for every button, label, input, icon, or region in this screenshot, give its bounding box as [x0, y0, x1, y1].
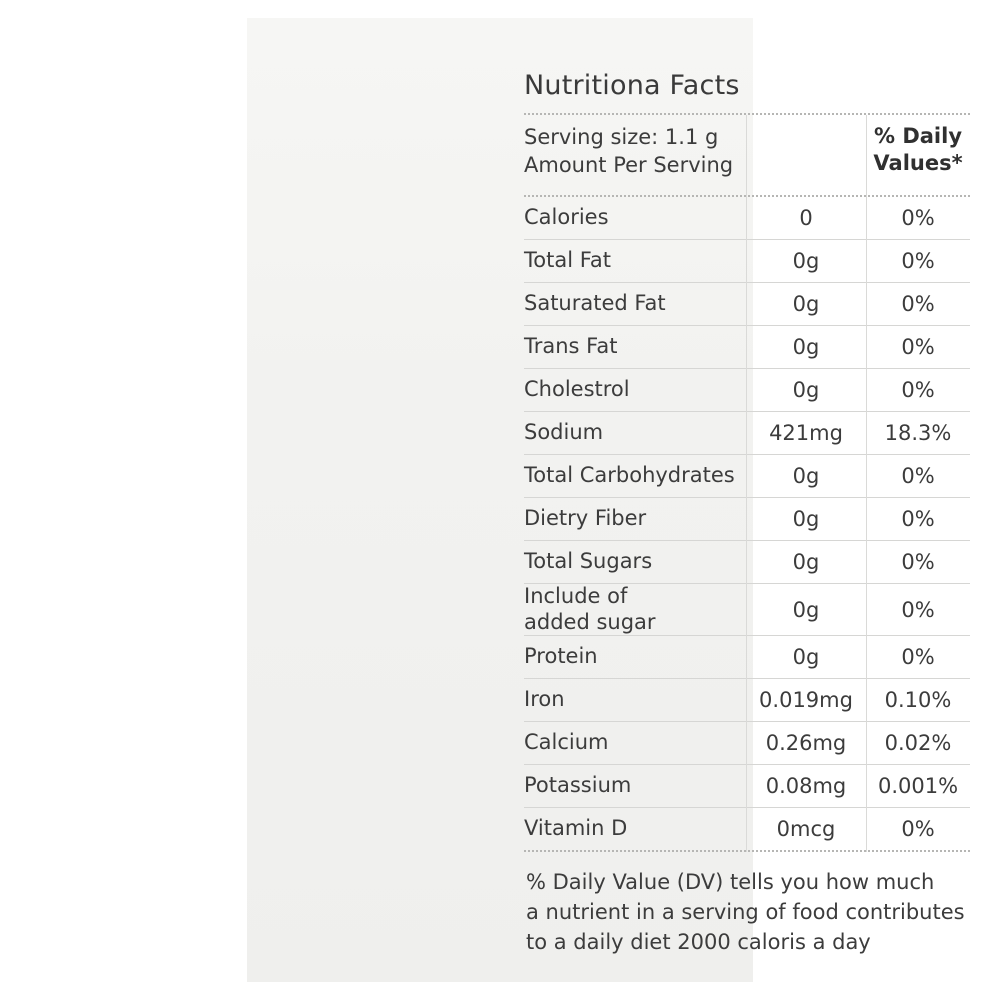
- nutrient-amount: 0g: [792, 292, 820, 316]
- table-row: [524, 679, 970, 721]
- footnote-line-2: a nutrient in a serving of food contributes: [526, 900, 965, 925]
- table-row: [524, 636, 970, 678]
- nutrition-label-content: [524, 58, 970, 978]
- nutrient-daily-value: 0%: [901, 550, 935, 574]
- nutrient-amount: 0.08mg: [765, 774, 847, 799]
- serving-info: [524, 123, 746, 180]
- nutrient-name: Trans Fat: [524, 334, 618, 359]
- table-row: [524, 412, 970, 454]
- nutrient-name: Total Sugars: [524, 549, 653, 574]
- nutrient-daily-value: 0%: [901, 464, 935, 488]
- table-row: [524, 369, 970, 411]
- nutrient-name: Total Carbohydrates: [524, 463, 735, 488]
- table-body: [524, 197, 970, 850]
- nutrient-name: Potassium: [524, 773, 632, 798]
- table-row: [524, 283, 970, 325]
- table-header-row: [524, 115, 970, 195]
- nutrient-name: Protein: [524, 644, 598, 669]
- nutrient-daily-value: 0.10%: [884, 688, 952, 713]
- daily-value-header-line1: % Daily: [873, 124, 963, 148]
- nutrient-amount: 0g: [792, 597, 820, 622]
- nutrient-amount: 0g: [792, 464, 820, 488]
- nutrient-amount: 0: [799, 206, 813, 230]
- table-row: [524, 584, 970, 635]
- nutrient-name: Sodium: [524, 420, 604, 445]
- nutrient-daily-value: 0.001%: [877, 774, 959, 799]
- table-row: [524, 722, 970, 764]
- amount-per-serving: Amount Per Serving: [524, 153, 734, 178]
- table-row: [524, 765, 970, 807]
- footnote-line-1: % Daily Value (DV) tells you how much: [526, 870, 935, 895]
- nutrient-amount: 421mg: [769, 421, 843, 445]
- table-row: [524, 240, 970, 282]
- nutrient-daily-value: 0%: [901, 645, 935, 670]
- nutrient-amount: 0g: [792, 645, 820, 670]
- daily-value-header: [866, 123, 970, 178]
- nutrient-amount: 0.019mg: [759, 688, 853, 713]
- nutrient-amount: 0g: [792, 550, 820, 574]
- nutrient-amount: 0mcg: [776, 817, 836, 842]
- nutrient-daily-value: 0%: [901, 507, 935, 531]
- divider-bottom: [524, 850, 970, 852]
- table-row: [524, 498, 970, 540]
- nutrient-name-line: added sugar: [524, 609, 656, 634]
- nutrient-name: Calories: [524, 205, 609, 230]
- footnote: [524, 852, 970, 957]
- nutrient-name: Total Fat: [524, 248, 611, 273]
- nutrient-daily-value: 0%: [901, 206, 935, 230]
- nutrient-name: Saturated Fat: [524, 291, 666, 316]
- nutrient-name: Vitamin D: [524, 816, 628, 841]
- footnote-line-3: to a daily diet 2000 caloris a day: [526, 929, 871, 954]
- nutrient-name: Iron: [524, 687, 565, 712]
- nutrient-daily-value: 0.02%: [884, 731, 952, 756]
- nutrient-amount: 0.26mg: [765, 731, 847, 756]
- nutrient-name: Cholestrol: [524, 377, 630, 402]
- daily-value-header-line2: Values*: [873, 151, 963, 176]
- table-row: [524, 326, 970, 368]
- table-row: [524, 197, 970, 239]
- nutrient-name: Calcium: [524, 730, 609, 755]
- table-row: [524, 455, 970, 497]
- table-row: [524, 808, 970, 850]
- nutrient-daily-value: 18.3%: [884, 421, 952, 445]
- nutrient-name-line: Include of: [524, 584, 628, 608]
- page-title: Nutritiona Facts: [524, 70, 740, 101]
- nutrient-daily-value: 0%: [901, 249, 935, 273]
- nutrient-daily-value: 0%: [901, 817, 935, 842]
- nutrient-daily-value: 0%: [901, 597, 935, 622]
- nutrient-amount: 0g: [792, 378, 820, 402]
- nutrient-amount: 0g: [792, 335, 820, 359]
- nutrition-label-panel: [247, 18, 965, 982]
- nutrient-name: [524, 584, 746, 635]
- nutrient-amount: 0g: [792, 507, 820, 531]
- nutrient-daily-value: 0%: [901, 335, 935, 359]
- nutrient-name: Dietry Fiber: [524, 506, 647, 531]
- table-row: [524, 541, 970, 583]
- nutrient-daily-value: 0%: [901, 292, 935, 316]
- nutrition-table: [524, 115, 970, 852]
- serving-size: Serving size: 1.1 g: [524, 125, 719, 149]
- nutrient-daily-value: 0%: [901, 378, 935, 402]
- nutrient-amount: 0g: [792, 249, 820, 273]
